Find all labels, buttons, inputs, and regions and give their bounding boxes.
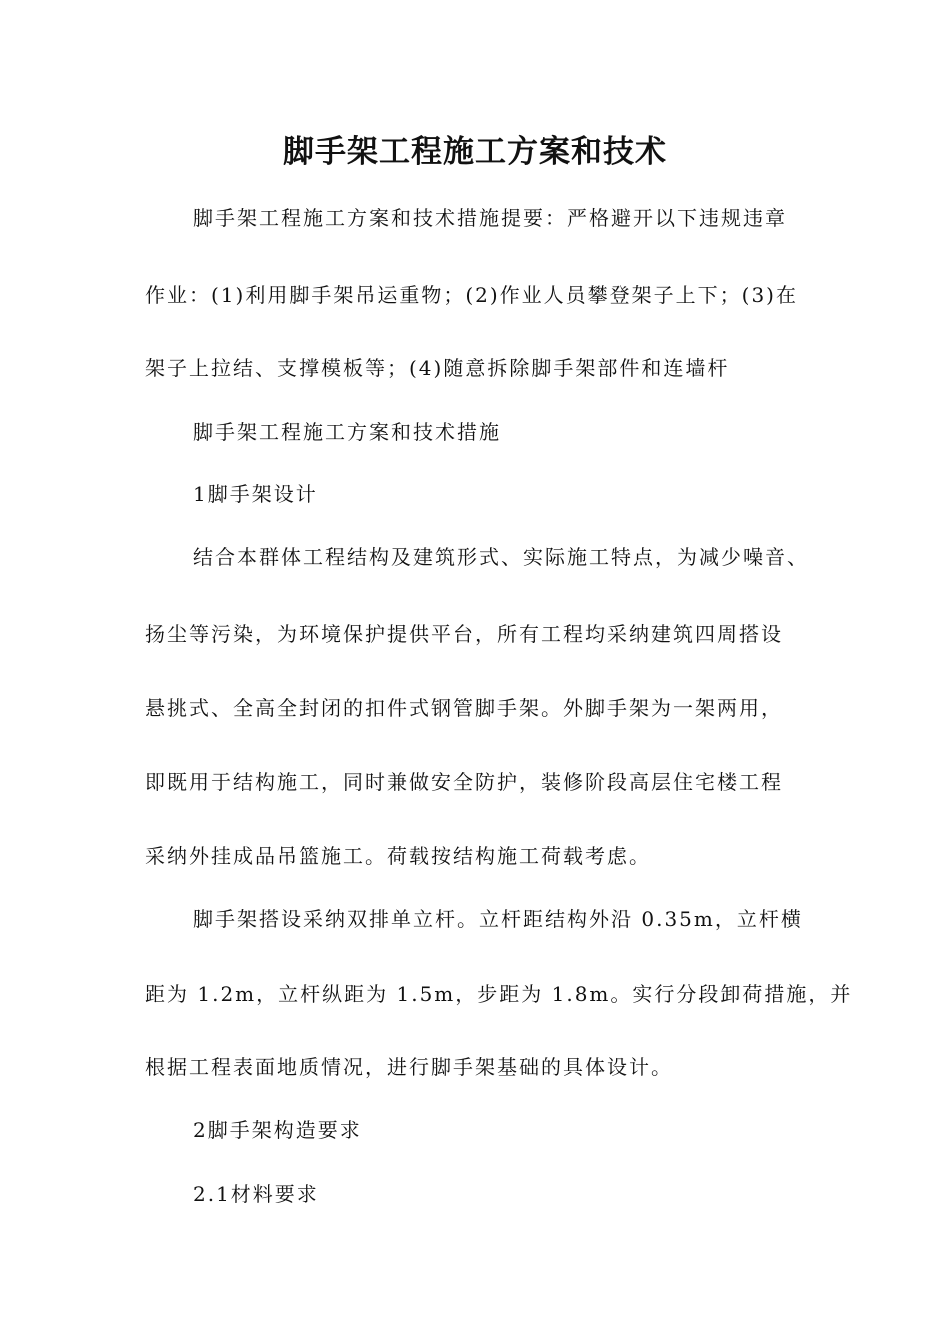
paragraph-line: 脚手架搭设采纳双排单立杆。立杆距结构外沿 0.35m，立杆横 xyxy=(193,907,803,931)
paragraph-line: 扬尘等污染，为环境保护提供平台，所有工程均采纳建筑四周搭设 xyxy=(145,622,783,646)
section-heading: 脚手架工程施工方案和技术措施 xyxy=(193,420,501,444)
paragraph-line: 距为 1.2m，立杆纵距为 1.5m，步距为 1.8m。实行分段卸荷措施，并 xyxy=(145,982,853,1006)
paragraph-line: 脚手架工程施工方案和技术措施提要：严格避开以下违规违章 xyxy=(193,206,787,230)
section-heading: 2.1材料要求 xyxy=(193,1182,319,1206)
paragraph-line: 架子上拉结、支撑模板等；(4)随意拆除脚手架部件和连墙杆 xyxy=(145,356,730,380)
section-heading: 2脚手架构造要求 xyxy=(193,1118,362,1142)
paragraph-line: 结合本群体工程结构及建筑形式、实际施工特点，为减少噪音、 xyxy=(193,545,809,569)
section-heading: 1脚手架设计 xyxy=(193,482,318,506)
page-title: 脚手架工程施工方案和技术 xyxy=(283,134,667,170)
paragraph-line: 采纳外挂成品吊篮施工。荷载按结构施工荷载考虑。 xyxy=(145,844,651,868)
paragraph-line: 根据工程表面地质情况，进行脚手架基础的具体设计。 xyxy=(145,1055,673,1079)
paragraph-line: 作业：(1)利用脚手架吊运重物；(2)作业人员攀登架子上下；(3)在 xyxy=(145,283,798,307)
paragraph-line: 悬挑式、全高全封闭的扣件式钢管脚手架。外脚手架为一架两用， xyxy=(145,696,783,720)
paragraph-line: 即既用于结构施工，同时兼做安全防护，装修阶段高层住宅楼工程 xyxy=(145,770,783,794)
